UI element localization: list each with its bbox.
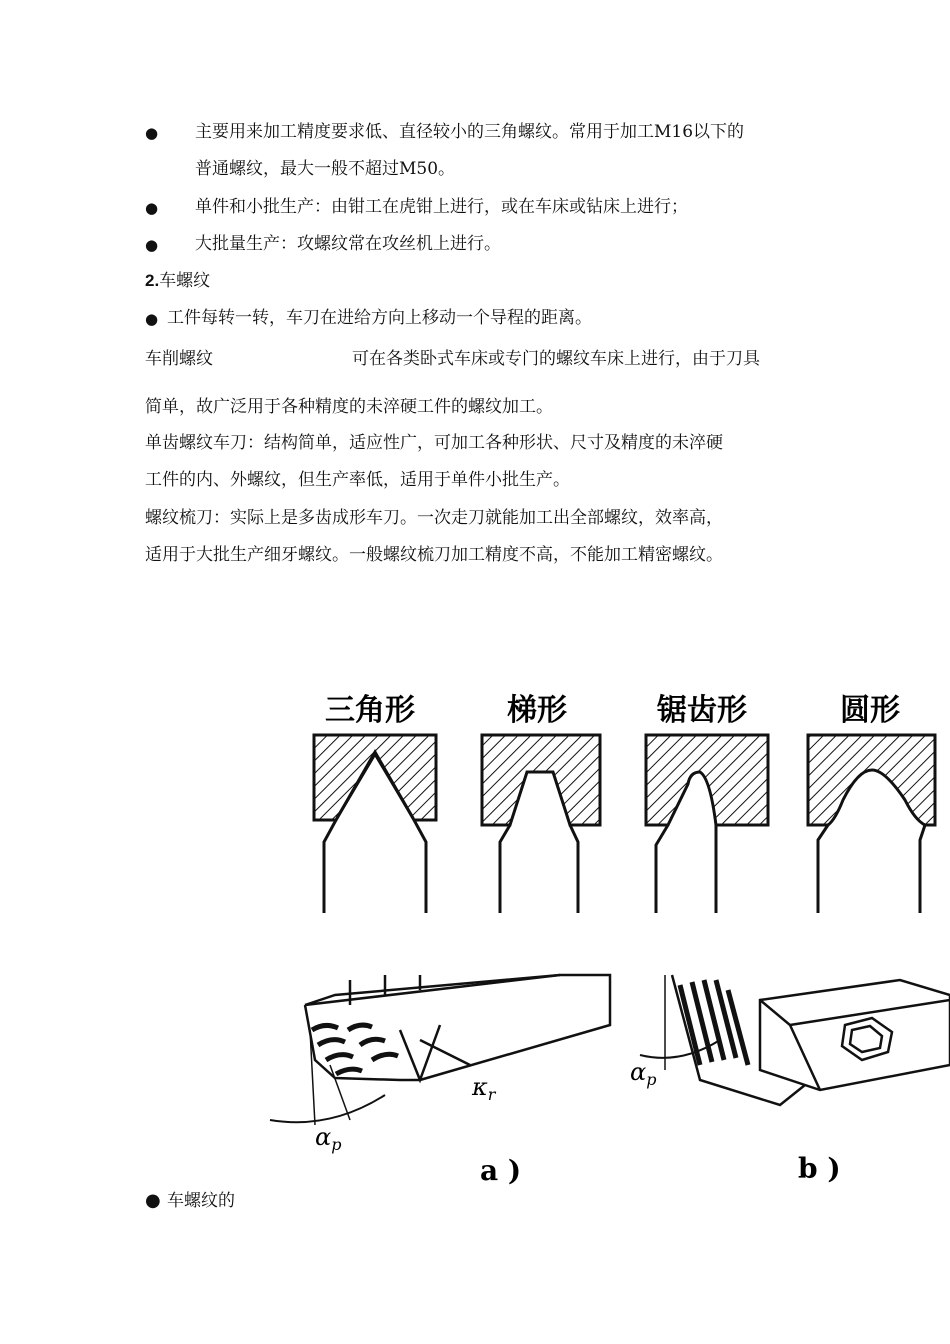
paragraph-chaser-line-2: 适用于大批生产细牙螺纹。一般螺纹梳刀加工精度不高，不能加工精密螺纹。	[145, 545, 723, 565]
sawtooth-profile	[646, 735, 768, 913]
thread-profiles-figure	[0, 680, 950, 940]
alpha-p-symbol-a: $\alpha_p$	[315, 1123, 342, 1154]
section-number: 2.	[145, 271, 160, 290]
paragraph-turning-line-2: 简单，故广泛用于各种精度的未淬硬工件的螺纹加工。	[145, 397, 553, 417]
tapping-bullet-2: 单件和小批生产：由钳工在虎钳上进行，或在车床或钻床上进行；	[195, 197, 688, 217]
bullet-icon: ●	[145, 199, 159, 217]
tapping-bullet-3: 大批量生产：攻螺纹常在攻丝机上进行。	[195, 234, 501, 254]
bullet-icon: ●	[145, 1190, 161, 1211]
profile-label-triangle: 三角形	[325, 693, 415, 728]
turning-bullet: 工件每转一转，车刀在进给方向上移动一个导程的距离。	[167, 308, 592, 328]
paragraph-single-tool-line-2: 工件的内、外螺纹，但生产率低，适用于单件小批生产。	[145, 470, 570, 490]
profile-label-sawtooth: 锯齿形	[657, 693, 747, 728]
trapezoid-profile	[482, 735, 600, 913]
figure-label-b: b )	[798, 1152, 841, 1185]
tool-setup-figure	[0, 970, 950, 1200]
paragraph-turning-rest: 可在各类卧式车床或专门的螺纹车床上进行，由于刀具	[352, 349, 760, 369]
paragraph-single-tool-line-1: 单齿螺纹车刀：结构简单，适应性广，可加工各种形状、尺寸及精度的未淬硬	[145, 433, 723, 453]
single-point-tool-diagram	[270, 975, 610, 1125]
bullet-icon: ●	[145, 310, 159, 328]
triangle-profile	[314, 735, 436, 913]
paragraph-chaser-line-1: 螺纹梳刀：实际上是多齿成形车刀。一次走刀就能加工出全部螺纹，效率高，	[145, 508, 723, 528]
round-profile	[808, 735, 935, 913]
alpha-p-symbol-b: $\alpha_p$	[630, 1058, 657, 1089]
thread-chaser-diagram	[640, 975, 950, 1105]
tapping-bullet-1-line-2: 普通螺纹，最大一般不超过M50。	[195, 159, 456, 179]
profile-label-trapezoid: 梯形	[507, 693, 567, 728]
footer-bullet-text: 车螺纹的	[167, 1191, 235, 1211]
paragraph-turning-label: 车削螺纹	[145, 349, 213, 369]
tapping-bullet-1-line-1: 主要用来加工精度要求低、直径较小的三角螺纹。常用于加工M16以下的	[195, 122, 745, 142]
section-heading	[145, 270, 210, 292]
profile-label-round: 圆形	[840, 693, 900, 728]
kappa-r-symbol: $\kappa_r$	[472, 1073, 496, 1104]
bullet-icon: ●	[145, 124, 159, 142]
figure-label-a: a )	[480, 1154, 522, 1187]
bullet-icon: ●	[145, 236, 159, 254]
section-title: 车螺纹	[159, 271, 211, 290]
